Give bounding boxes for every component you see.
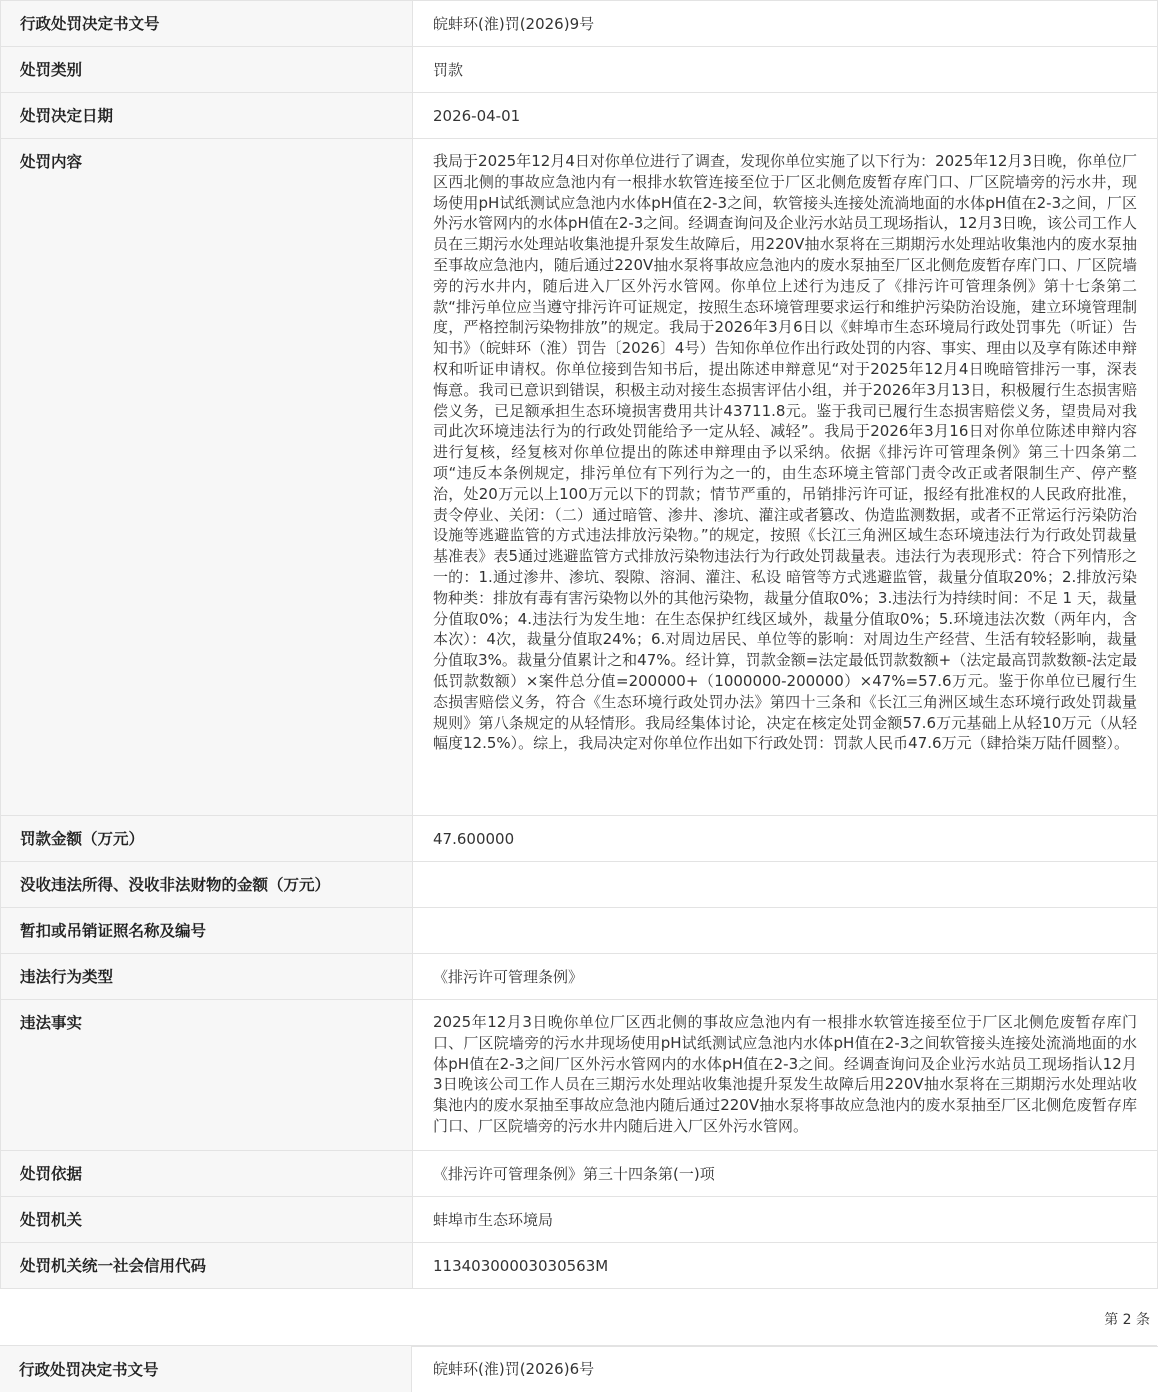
table-row xyxy=(1,1197,1158,1243)
record-pager xyxy=(0,1289,1158,1347)
field-label: 行政处罚决定书文号 xyxy=(1,1,413,47)
next-record-row xyxy=(0,1345,1157,1392)
license-revocation-value xyxy=(413,908,1158,954)
table-row xyxy=(1,908,1158,954)
field-label: 违法事实 xyxy=(1,1000,413,1151)
fine-amount-value: 47.600000 xyxy=(413,816,1158,862)
violation-type-value: 《排污许可管理条例》 xyxy=(413,954,1158,1000)
field-label: 处罚机关统一社会信用代码 xyxy=(1,1243,413,1289)
penalty-content-value: 我局于2025年12月4日对你单位进行了调查，发现你单位实施了以下行为：2025年12月3日晚，你单位厂区西北侧的事故应急池内有一根排水软管连接至位于厂区北侧危废暂存库门口、厂区院墙旁的污水井，现场使用pH试纸测试应急池内水体pH值在2-3之间，软管接头连接处流淌地面的水体pH值在2-3之间，厂区外污水管网内的水体pH值在2-3之间。经调查询问及企业污水站员工现场指认，12月3日晚，该公司工作人员在三期污水处理站收集池提升泵发生故障后，用220V抽水泵将在三期期污水处理站收集池内的废水泵抽至事故应急池内，随后通过220V抽水泵将事故应急池内的废水泵抽至厂区北侧危废暂存库门口、厂区院墙旁的污水井内，随后进入厂区外污水管网。你单位上述行为违反了《排污许可管理条例》第十七条第二款“排污单位应当遵守排污许可证规定，按照生态环境管理要求运行和维护污染防治设施，建立环境管理制度，严格控制污染物排放”的规定。我局于2026年3月6日以《蚌埠市生态环境局行政处罚事先（听证）告知书》（皖蚌环（淮）罚告〔2026〕4号）告知你单位作出行政处罚的内容、事实、理由以及享有陈述申辩权和听证申请权。你单位接到告知书后，提出陈述申辩意见“对于2025年12月4日晚暗管排污一事，深表悔意。我司已意识到错误，积极主动对接生态损害评估小组，并于2026年3月13日，积极履行生态损害赔偿义务，已足额承担生态环境损害费用共计43711.8元。鉴于我司已履行生态损害赔偿义务，望贵局对我司此次环境违法行为的行政处罚能给予一定从轻、减轻”。我局于2026年3月16日对你单位陈述申辩内容进行复核，经复核对你单位提出的陈述申辩理由予以采纳。依据《排污许可管理条例》第三十四条第二项“违反本条例规定，排污单位有下列行为之一的，由生态环境主管部门责令改正或者限制生产、停产整治，处20万元以上100万元以下的罚款；情节严重的，吊销排污许可证，报经有批准权的人民政府批准，责令停业、关闭：（二）通过暗管、渗井、渗坑、灌注或者篡改、伪造监测数据，或者不正常运行污染防治设施等逃避监管的方式违法排放污染物。”的规定，按照《长江三角洲区域生态环境违法行为行政处罚裁量基准表》表5通过逃避监管方式排放污染物违法行为行政处罚裁量表。违法行为表现形式：符合下列情形之一的：1.通过渗井、渗坑、裂隙、溶洞、灌注、私设 暗管等方式逃避监管，裁量分值取20%；2.排放污染物种类：排放有毒有害污染物以外的其他污染物，裁量分值取0%；3.违法行为持续时间：不足 1 天，裁量分值取0%；4.违法行为发生地：在生态保护红线区域外，裁量分值取0%；5.环境违法次数（两年内，含本次）：4次，裁量分值取24%；6.对周边居民、单位等的影响：对周边生产经营、生活有较轻影响，裁量分值取3%。裁量分值累计之和47%。经计算，罚款金额=法定最低罚款数额+（法定最高罚款数额-法定最低罚款数额）×案件总分值=200000+（1000000-200000）×47%=57.6万元。鉴于你单位已履行生态损害赔偿义务，符合《生态环境行政处罚办法》第四十三条和《长江三角洲区域生态环境行政处罚裁量规则》第八条规定的从轻情形。我局经集体讨论，决定在核定处罚金额57.6万元基础上从轻10万元（从轻幅度12.5%）。综上，我局决定对你单位作出如下行政处罚：罚款人民币47.6万元（肆拾柒万陆仟圆整）。 xyxy=(413,139,1158,816)
field-label: 处罚决定日期 xyxy=(1,93,413,139)
record-index-label: 第 2 条 xyxy=(1104,1312,1150,1328)
penalty-category-value: 罚款 xyxy=(413,47,1158,93)
field-label: 罚款金额（万元） xyxy=(1,816,413,862)
violation-facts-value: 2025年12月3日晚你单位厂区西北侧的事故应急池内有一根排水软管连接至位于厂区北侧危废暂存库门口、厂区院墙旁的污水井现场使用pH试纸测试应急池内水体pH值在2-3之间软管接头连接处流淌地面的水体pH值在2-3之间厂区外污水管网内的水体pH值在2-3之间。经调查询问及企业污水站员工现场指认12月3日晚该公司工作人员在三期污水处理站收集池提升泵发生故障后用220V抽水泵将在三期期污水处理站收集池内的废水泵抽至事故应急池内随后通过220V抽水泵将事故应急池内的废水泵抽至厂区北侧危废暂存库门口、厂区院墙旁的污水井内随后进入厂区外污水管网。 xyxy=(413,1000,1158,1151)
field-label: 行政处罚决定书文号 xyxy=(0,1346,412,1392)
table-row xyxy=(1,1151,1158,1197)
field-label: 暂扣或吊销证照名称及编号 xyxy=(1,908,413,954)
table-row xyxy=(1,954,1158,1000)
confiscation-amount-value xyxy=(413,862,1158,908)
field-label: 处罚类别 xyxy=(1,47,413,93)
table-row xyxy=(1,816,1158,862)
field-label: 处罚依据 xyxy=(1,1151,413,1197)
credit-code-value: 11340300003030563M xyxy=(413,1243,1158,1289)
field-label: 违法行为类型 xyxy=(1,954,413,1000)
field-label: 处罚内容 xyxy=(1,139,413,816)
decision-number-value: 皖蚌环(淮)罚(2026)9号 xyxy=(413,1,1158,47)
table-row xyxy=(1,862,1158,908)
decision-date-value: 2026-04-01 xyxy=(413,93,1158,139)
next-decision-number-value: 皖蚌环(淮)罚(2026)6号 xyxy=(433,1360,595,1378)
table-row xyxy=(1,1243,1158,1289)
table-row xyxy=(1,93,1158,139)
field-label: 没收违法所得、没收非法财物的金额（万元） xyxy=(1,862,413,908)
penalty-authority-value: 蚌埠市生态环境局 xyxy=(413,1197,1158,1243)
table-row xyxy=(1,139,1158,816)
table-row xyxy=(1,1,1158,47)
table-row xyxy=(1,47,1158,93)
legal-basis-value: 《排污许可管理条例》第三十四条第(一)项 xyxy=(413,1151,1158,1197)
table-row xyxy=(1,1000,1158,1151)
field-label: 处罚机关 xyxy=(1,1197,413,1243)
